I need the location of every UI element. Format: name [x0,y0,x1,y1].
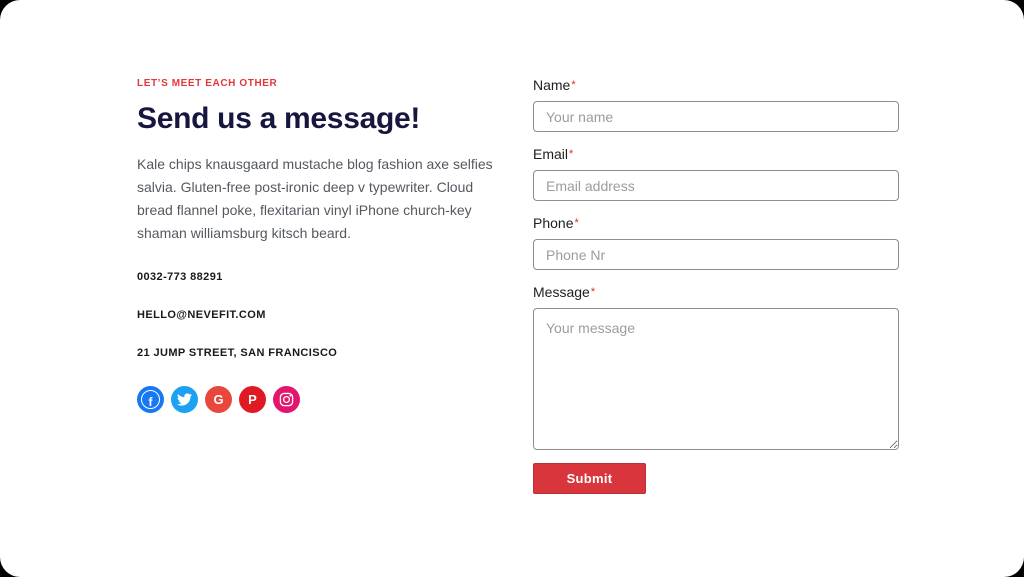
phone-input[interactable] [533,239,899,270]
instagram-camera-glyph [279,392,294,407]
name-required-mark: * [571,79,576,91]
email-input[interactable] [533,170,899,201]
name-label-text: Name [533,77,571,93]
page-title: Send us a message! [137,102,421,135]
intro-paragraph: Kale chips knausgaard mustache blog fashion axe selfies salvia. Gluten-free post-ironic deep v typewriter. Cloud bread flannel poke, flexitarian vinyl iPhone church-key shaman williamsburg kitsch beard. [137,156,493,241]
message-label-text: Message [533,284,590,300]
google-glyph: G [213,392,224,407]
email-label-text: Email [533,146,569,162]
section-overline: LET’S MEET EACH OTHER [137,78,278,89]
message-required-mark: * [590,286,596,298]
name-label [533,78,899,92]
twitter-bird-glyph [177,393,192,406]
pinterest-glyph: P [248,392,257,407]
facebook-glyph: f [148,394,153,409]
contact-form [533,78,899,494]
submit-button[interactable]: Submit [533,463,646,494]
message-textarea[interactable] [533,308,899,450]
facebook-icon[interactable] [137,386,164,413]
email-label [533,147,899,161]
name-input[interactable] [533,101,899,132]
email-required-mark: * [569,148,574,160]
street-address: 21 JUMP STREET, SAN FRANCISCO [137,347,338,359]
facebook-ring [141,390,160,409]
phone-label-text: Phone [533,215,574,231]
phone-required-mark: * [574,217,579,229]
phone-number: 0032-773 88291 [137,271,223,283]
social-links [137,386,493,413]
phone-label [533,216,899,230]
email-address: HELLO@NEVEFIT.COM [137,309,266,321]
twitter-icon[interactable] [171,386,198,413]
google-icon[interactable] [205,386,232,413]
instagram-icon[interactable] [273,386,300,413]
pinterest-icon[interactable] [239,386,266,413]
message-label [533,285,899,299]
intro-column [137,78,493,494]
